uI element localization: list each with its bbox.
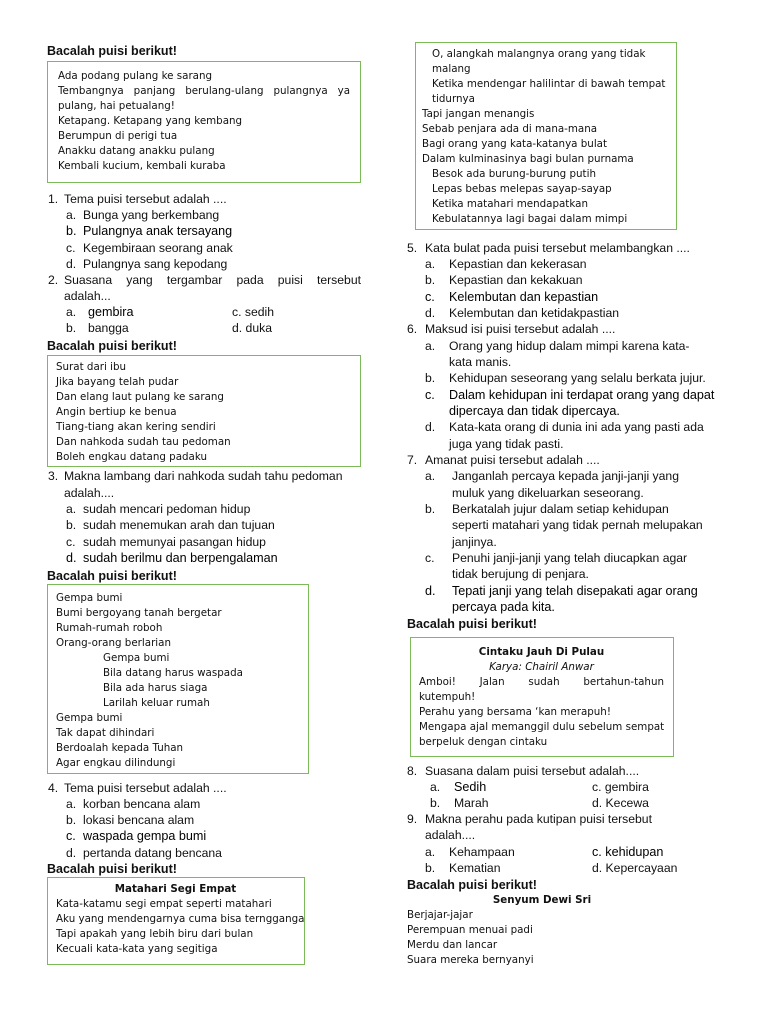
poem-line: Kebulatannya lagi bagai dalam mimpi: [432, 213, 628, 225]
poem-line: Dalam kulminasinya bagi bulan purnama: [422, 153, 634, 165]
poem-line: Tak dapat dihindari: [56, 727, 155, 739]
option-text: pertanda datang bencana: [83, 846, 222, 860]
option-letter: c.: [66, 829, 76, 843]
poem-line: tidurnya: [432, 93, 475, 105]
option-letter: d.: [66, 551, 77, 565]
poem-line: Ketika matahari mendapatkan: [432, 198, 588, 210]
option-letter: b.: [66, 813, 77, 827]
question-number: 3.: [48, 469, 59, 483]
option-text: sudah mencari pedoman hidup: [83, 502, 251, 516]
option-letter: a.: [66, 305, 77, 319]
poem-title: Senyum Dewi Sri: [492, 894, 592, 906]
poem-line: Lepas bebas melepas sayap-sayap: [432, 183, 612, 195]
option-text-answer: sudah berilmu dan berpengalaman: [83, 551, 278, 565]
poem-line: Boleh engkau datang padaku: [56, 451, 208, 463]
poem-line: Angin bertiup ke benua: [56, 406, 177, 418]
question-number: 5.: [407, 241, 418, 255]
poem-line: Kata-katamu segi empat seperti matahari: [56, 898, 272, 910]
question-text: Makna perahu pada kutipan puisi tersebut: [425, 812, 652, 826]
poem-box-1: [47, 61, 361, 183]
question-text: Suasana yang tergambar pada puisi tersebut: [64, 273, 361, 287]
question-number: 9.: [407, 812, 418, 826]
option-text: Kepastian dan kekakuan: [449, 273, 583, 287]
poem-line: Dan nahkoda sudah tau pedoman: [56, 436, 231, 448]
poem-line: Bumi bergoyang tanah bergetar: [56, 607, 222, 619]
option-letter: a.: [425, 845, 436, 859]
question-number: 1.: [48, 192, 59, 206]
poem-line: Amboi! Jalan sudah bertahun-tahun: [419, 676, 664, 688]
option-text: c. gembira: [592, 780, 649, 794]
option-letter: c.: [66, 241, 76, 255]
poem-line: Surat dari ibu: [56, 361, 127, 373]
option-text: Janganlah percaya kepada janji-janji yang: [452, 469, 679, 483]
poem-line: berpeluk dengan cintaku: [419, 736, 548, 748]
poem-line: Mengapa ajal memanggil dulu sebelum sempat: [419, 721, 665, 733]
option-letter: d.: [425, 420, 436, 434]
option-text: Kelembutan dan ketidakpastian: [449, 306, 620, 320]
option-letter: d.: [66, 846, 77, 860]
question-number: 6.: [407, 322, 418, 336]
option-letter: b.: [425, 861, 436, 875]
heading-1: Bacalah puisi berikut!: [47, 44, 177, 58]
poem-line: Tapi apakah yang lebih biru dari bulan: [56, 928, 254, 940]
poem-line: Ada podang pulang ke sarang: [58, 70, 213, 82]
option-text: muluk yang dikeluarkan seseorang.: [452, 486, 644, 500]
poem-line: Tapi jangan menangis: [422, 108, 535, 120]
option-text: sudah memunyai pasangan hidup: [83, 535, 266, 549]
option-letter: b.: [425, 502, 436, 516]
poem-title: Cintaku Jauh Di Pulau: [478, 646, 605, 658]
heading-3: Bacalah puisi berikut!: [47, 569, 177, 583]
poem-line: Bila ada harus siaga: [103, 682, 208, 694]
option-letter: b.: [425, 371, 436, 385]
poem-line: Perempuan menuai padi: [407, 924, 533, 936]
poem-line: Anakku datang anakku pulang: [58, 145, 215, 157]
option-letter: b.: [66, 321, 77, 335]
option-text: d. duka: [232, 321, 272, 335]
poem-line: Gempa bumi: [56, 712, 123, 724]
option-text: janjinya.: [452, 535, 497, 549]
poem-line: Agar engkau dilindungi: [56, 757, 176, 769]
option-letter: a.: [66, 797, 77, 811]
option-text-answer: Tepati janji yang telah disepakati agar orang: [452, 584, 698, 598]
question-text: Maksud isi puisi tersebut adalah ....: [425, 322, 616, 336]
option-text: Kegembiraan seorang anak: [83, 241, 233, 255]
option-text: Bunga yang berkembang: [83, 208, 220, 222]
poem-title: Matahari Segi Empat: [114, 883, 237, 895]
option-text-answer: Sedih: [454, 780, 487, 794]
option-text: Kematian: [449, 861, 501, 875]
option-letter: b.: [430, 796, 441, 810]
option-text: Penuhi janji-janji yang telah diucapkan agar: [452, 551, 688, 565]
question-text: adalah...: [64, 289, 111, 303]
option-text: Kehampaan: [449, 845, 515, 859]
poem-line: malang: [432, 63, 471, 75]
option-text: Kehidupan seseorang yang selalu berkata jujur.: [449, 371, 706, 385]
option-letter: c.: [425, 551, 435, 565]
option-letter: a.: [66, 502, 77, 516]
poem-line: Suara mereka bernyanyi: [407, 954, 534, 966]
question-number: 8.: [407, 764, 418, 778]
option-text: c. sedih: [232, 305, 275, 319]
poem-line: Gempa bumi: [56, 592, 123, 604]
question-number: 4.: [48, 781, 59, 795]
heading-2: Bacalah puisi berikut!: [47, 339, 177, 353]
option-text-answer: dipercaya dan tidak dipercaya.: [449, 404, 620, 418]
option-text-answer: c. kehidupan: [592, 845, 664, 859]
option-text: bangga: [88, 321, 129, 335]
question-number: 7.: [407, 453, 418, 467]
poem-line: Bagi orang yang kata-katanya bulat: [422, 138, 608, 150]
poem-line: Ketika mendengar halilintar di bawah tempat: [432, 78, 666, 90]
option-text: Orang yang hidup dalam mimpi karena kata-: [449, 339, 690, 353]
heading-6: Bacalah puisi berikut!: [407, 878, 537, 892]
option-letter: c.: [425, 290, 435, 304]
poem-line: Ketapang. Ketapang yang kembang: [58, 115, 243, 127]
poem-line: pulang, hai petualang!: [58, 100, 175, 112]
option-letter: d.: [425, 306, 436, 320]
option-text-answer: waspada gempa bumi: [83, 829, 207, 843]
option-text: Berkatalah jujur dalam setiap kehidupan: [452, 502, 669, 516]
poem-line: Jika bayang telah pudar: [56, 376, 179, 388]
poem-box-5: [415, 42, 677, 230]
option-text: Kata-kata orang di dunia ini ada yang pasti ada: [449, 420, 704, 434]
question-text: Amanat puisi tersebut adalah ....: [425, 453, 600, 467]
option-text-answer: Kelembutan dan kepastian: [449, 290, 599, 304]
question-number: 2.: [48, 273, 59, 287]
poem-line: Orang-orang berlarian: [56, 637, 172, 649]
poem-box-6: [410, 637, 674, 757]
poem-line: Larilah keluar rumah: [103, 697, 210, 709]
option-letter: a.: [66, 208, 77, 222]
poem-line: Kembali kucium, kembali kuraba: [58, 160, 226, 172]
poem-line: Perahu yang bersama ‘kan merapuh!: [419, 706, 611, 718]
poem-line: Sebab penjara ada di mana-mana: [422, 123, 598, 135]
option-text: Marah: [454, 796, 489, 810]
poem-line: Berjajar-jajar: [407, 909, 473, 921]
poem-line: Bila datang harus waspada: [103, 667, 243, 679]
option-text: d. Kecewa: [592, 796, 649, 810]
option-text-answer: percaya pada kita.: [452, 600, 555, 614]
question-text: Kata bulat pada puisi tersebut melambangkan ....: [425, 241, 690, 255]
poem-line: Aku yang mendengarnya cuma bisa terngganga: [56, 913, 305, 925]
poem-box-4: [47, 877, 305, 965]
poem-line: Gempa bumi: [103, 652, 170, 664]
option-letter: d.: [66, 257, 77, 271]
poem-line: Berumpun di perigi tua: [58, 130, 178, 142]
option-text: juga yang tidak pasti.: [449, 437, 564, 451]
option-text: d. Kepercayaan: [592, 861, 678, 875]
option-letter: a.: [425, 469, 436, 483]
question-text: Makna lambang dari nahkoda sudah tahu pedoman: [64, 469, 343, 483]
option-text: lokasi bencana alam: [83, 813, 195, 827]
poem-line: Dan elang laut pulang ke sarang: [56, 391, 224, 403]
poem-author: Karya: Chairil Anwar: [489, 661, 594, 673]
option-letter: d.: [425, 584, 436, 598]
option-text-answer: gembira: [88, 305, 134, 319]
option-text: seperti matahari yang tidak pernah melupakan: [452, 518, 703, 532]
option-text: sudah menemukan arah dan tujuan: [83, 518, 275, 532]
poem-box-2: [47, 355, 361, 467]
question-text: Suasana dalam puisi tersebut adalah....: [425, 764, 640, 778]
option-text: Kepastian dan kekerasan: [449, 257, 587, 271]
question-text: adalah....: [64, 486, 115, 500]
poem-line: Besok ada burung-burung putih: [432, 168, 596, 180]
option-text-answer: Pulangnya anak tersayang: [83, 224, 233, 238]
poem-box-3: [47, 584, 309, 774]
option-letter: a.: [425, 257, 436, 271]
poem-line: Tiang-tiang akan kering sendiri: [56, 421, 216, 433]
option-letter: b.: [425, 273, 436, 287]
option-letter: c.: [425, 388, 435, 402]
option-text: korban bencana alam: [83, 797, 201, 811]
poem-line: kutempuh!: [419, 691, 476, 703]
option-letter: a.: [430, 780, 441, 794]
option-text: tidak berujung di penjara.: [452, 567, 589, 581]
option-letter: a.: [425, 339, 436, 353]
poem-line: Kecuali kata-kata yang segitiga: [56, 943, 218, 955]
poem-line: Rumah-rumah roboh: [56, 622, 163, 634]
question-text: Tema puisi tersebut adalah ....: [64, 192, 227, 206]
poem-line: O, alangkah malangnya orang yang tidak: [432, 48, 646, 60]
question-text: Tema puisi tersebut adalah ....: [64, 781, 227, 795]
option-letter: c.: [66, 535, 76, 549]
question-text: adalah....: [425, 828, 476, 842]
option-letter: b.: [66, 518, 77, 532]
heading-4: Bacalah puisi berikut!: [47, 862, 177, 876]
poem-line: Merdu dan lancar: [407, 939, 498, 951]
poem-line: Tembangnya panjang berulang-ulang pulangnya ya: [58, 85, 350, 97]
option-text: Pulangnya sang kepodang: [83, 257, 228, 271]
option-text: kata manis.: [449, 355, 512, 369]
poem-line: Berdoalah kepada Tuhan: [56, 742, 184, 754]
option-letter: b.: [66, 224, 77, 238]
heading-5: Bacalah puisi berikut!: [407, 617, 537, 631]
option-text-answer: Dalam kehidupan ini terdapat orang yang dapat: [449, 388, 715, 402]
